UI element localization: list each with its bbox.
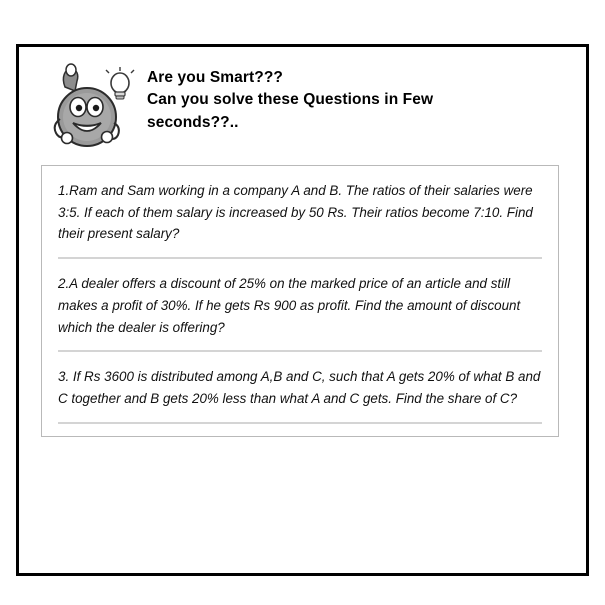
- divider: [58, 257, 542, 259]
- header: [19, 47, 586, 153]
- lightbulb-icon: [106, 67, 134, 99]
- title-line-1: Are you Smart???: [147, 69, 283, 86]
- questions-panel: [41, 165, 559, 437]
- question-item: 1.Ram and Sam working in a company A and B. The ratios of their salaries were 3:5. If each of them salary is increased by 50 Rs. Their ratios become 7:10. Find their present salary?: [58, 183, 533, 242]
- title-line-2: Can you solve these Questions in Few: [147, 91, 434, 109]
- title-line-3: seconds??..: [147, 113, 239, 131]
- cartoon-ball-character-icon: [35, 61, 139, 153]
- pointing-hand-icon: [63, 64, 77, 91]
- divider: [58, 422, 542, 424]
- slide-frame: [16, 44, 589, 576]
- divider: [58, 350, 542, 352]
- page-title: [147, 61, 433, 134]
- question-item: 3. If Rs 3600 is distributed among A,B and C, such that A gets 20% of what B and C together and B gets 20% less than what A and C gets. Find the share of C?: [58, 369, 541, 406]
- question-item: 2.A dealer offers a discount of 25% on the marked price of an article and still makes a profit of 30%. If he gets Rs 900 as profit. Find the amount of discount which the dealer is offering?: [58, 276, 521, 335]
